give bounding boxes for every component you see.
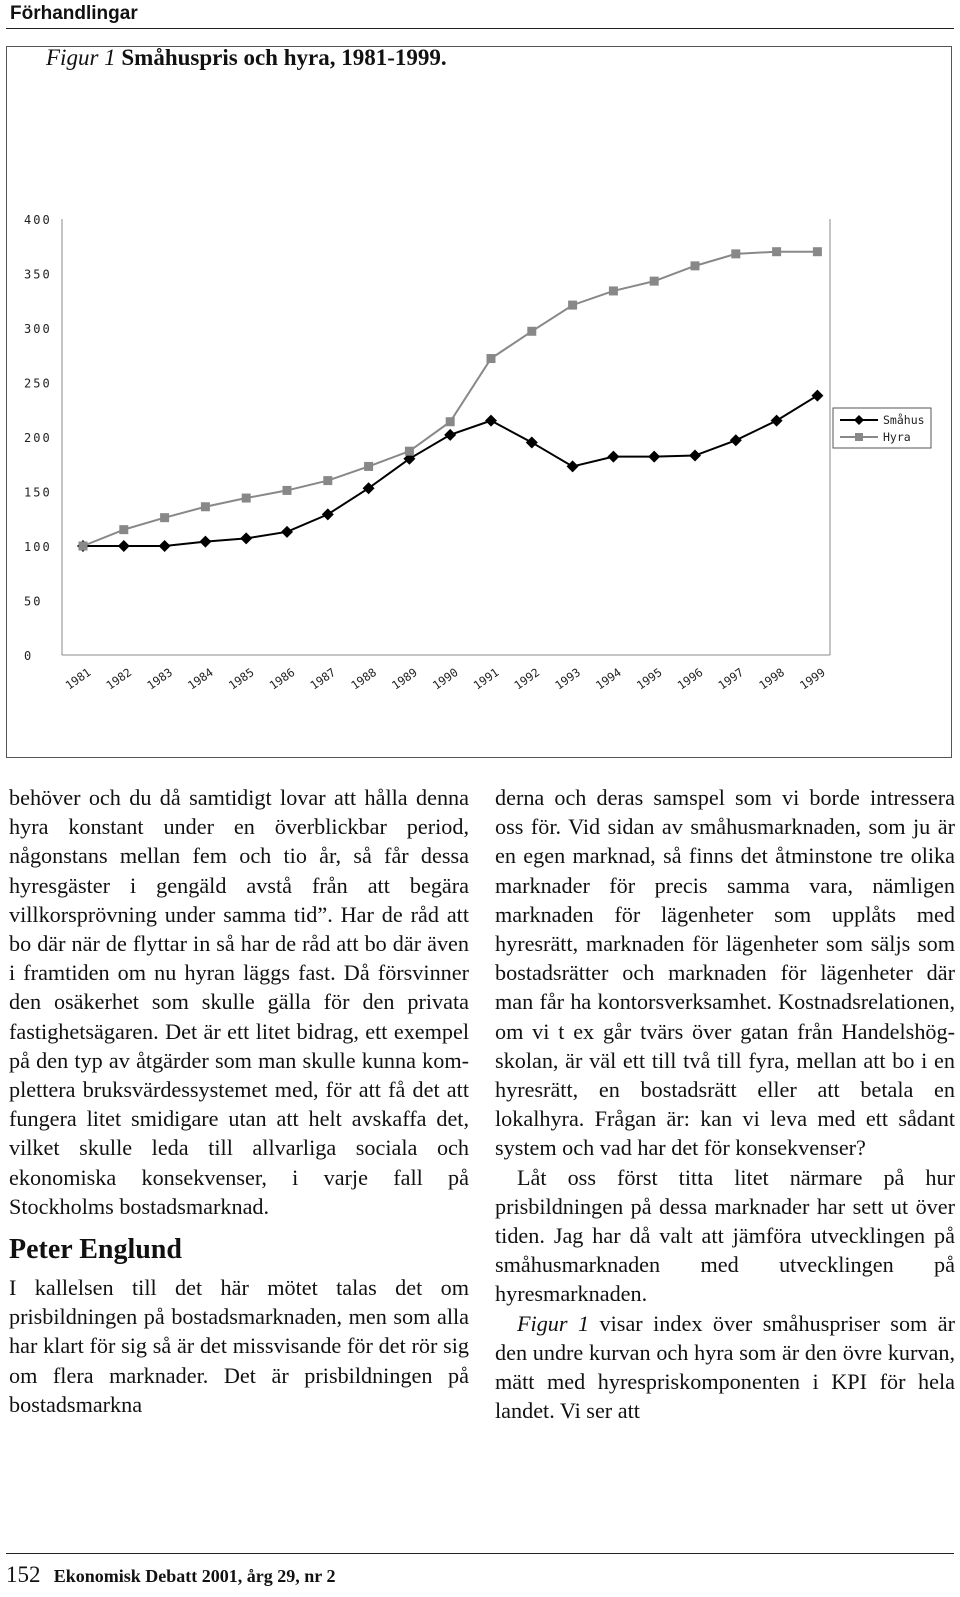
data-point-hyra: [160, 513, 169, 522]
left-column: [9, 783, 469, 1419]
data-point-hyra: [731, 249, 740, 258]
x-tick-label: 1994: [593, 665, 624, 693]
data-point-hyra: [609, 286, 618, 295]
data-point-småhus: [322, 508, 334, 520]
x-tick-label: 1998: [756, 665, 788, 693]
y-tick-label: 150: [24, 485, 52, 500]
data-point-hyra: [119, 525, 128, 534]
data-point-småhus: [281, 526, 293, 538]
data-point-hyra: [283, 486, 292, 495]
paragraph: derna och deras samspel som vi borde intressera oss för. Vid sidan av småhusmarknaden, som ju är en egen marknad, så finns det åtminstone tre olika marknader för precis samma vara, nämligen marknaden för lägenheter som upplåts med hyresrätt, marknaden för lägenheter som säljs som bostadsrätter och marknaden för lägenheter där man får ha kontorsverksamhet. Kostnadsrelationen, om vi t ex går tvärs över gatan från Handelshögskolan, är väl ett till två till fyra, mellan att bo i en hyresrätt, en bostadsrätt eller att betala en lokalhyra. Frågan är: kan vi leva med ett sådant system och vad har det för konsekvenser?: [495, 785, 955, 1161]
data-point-småhus: [648, 451, 660, 463]
data-point-hyra: [813, 247, 822, 256]
section-heading: Peter Englund: [9, 1234, 182, 1266]
figure-label: Figur 1: [46, 45, 116, 70]
x-tick-label: 1986: [266, 665, 298, 693]
x-tick-label: 1993: [552, 665, 584, 693]
x-tick-label: 1991: [470, 665, 502, 693]
y-tick-label: 100: [24, 540, 52, 554]
journal-citation: Ekonomisk Debatt 2001, årg 29, nr 2: [53, 1566, 336, 1586]
data-point-hyra: [691, 261, 700, 270]
x-tick-label: 1999: [797, 665, 828, 693]
section-title: Förhandlingar: [10, 3, 138, 24]
data-point-hyra: [79, 542, 88, 551]
data-point-småhus: [567, 460, 579, 472]
y-tick-label: 350: [24, 267, 52, 282]
x-tick-label: 1983: [144, 665, 176, 693]
paragraph: Låt oss först titta litet närmare på hur prisbildningen på dessa marknader har sett ut över tiden. Jag har då valt att jämföra utvecklingen på småhusmarknaden med utvecklingen på hyresmarknaden.: [495, 1164, 955, 1307]
data-point-hyra: [650, 277, 659, 286]
data-point-småhus: [607, 451, 619, 463]
data-point-småhus: [485, 415, 497, 427]
data-point-hyra: [772, 247, 781, 256]
legend-label: Småhus: [883, 413, 925, 427]
data-point-hyra: [364, 462, 373, 471]
data-point-småhus: [444, 429, 456, 441]
x-tick-label: 1996: [674, 665, 706, 693]
x-tick-label: 1982: [103, 665, 135, 693]
x-tick-label: 1987: [307, 665, 339, 693]
series-line-hyra: [83, 252, 817, 546]
paragraph: I kallelsen till det här mötet talas det om prisbildningen på bostadsmarknaden, men som alla har klart för sig så är det missvisande för det rör sig om flera marknader. Det är prisbildningen på bostadsmarkna: [9, 1275, 469, 1417]
data-point-småhus: [689, 450, 701, 462]
data-point-småhus: [730, 434, 742, 446]
y-tick-label: 0: [24, 649, 34, 663]
x-tick-label: 1992: [511, 665, 543, 693]
data-point-småhus: [771, 415, 783, 427]
figure-title: Småhuspris och hyra, 1981-1999.: [121, 45, 447, 70]
paragraph-text: visar index över småhuspriser som är den undre kurvan och hyra som är den övre kurvan, mätt med hyrespriskomponenten i KPI för hela landet. Vi ser att: [495, 1310, 955, 1424]
y-tick-label: 400: [24, 213, 52, 227]
y-tick-label: 300: [24, 322, 52, 336]
data-point-hyra: [568, 301, 577, 310]
data-point-hyra: [201, 502, 210, 511]
data-point-småhus: [811, 390, 823, 402]
y-tick-label: 250: [24, 376, 52, 391]
data-point-hyra: [323, 476, 332, 485]
data-point-hyra: [242, 494, 251, 503]
x-tick-label: 1997: [715, 665, 747, 693]
page-footer: [6, 1553, 954, 1588]
line-chart: [0, 0, 960, 760]
right-column: [495, 783, 955, 1425]
legend-marker: [855, 433, 863, 441]
data-point-småhus: [118, 540, 130, 552]
data-point-småhus: [159, 540, 171, 552]
paragraph: behöver och du då samtidigt lovar att hålla denna hyra konstant under en överblickbar period, någonstans mellan fem och tio år, så får dessa hyresgäster i gengäld avstå från att begära villkorsprövning under samma tid”. Har de råd att bo där när de flyttar in så har de råd att bo där även i framtiden om nu hyran läggs fast. Då försvinner den osäkerhet som skulle gälla för den privata fastighetsägaren. Det är ett litet bidrag, ett exempel på den typ av åtgärder som man skulle kunna komplettera bruksvärdessystemet med, för att få det att fungera litet smidigare utan att helt avskaffa det, vilket skulle leda till allvarliga sociala och ekonomiska konsekvenser, i varje fall på Stockholms bostadsmarknad.: [9, 785, 469, 1219]
x-tick-label: 1985: [225, 665, 257, 693]
figure-reference: Figur 1: [517, 1310, 590, 1336]
data-point-småhus: [526, 436, 538, 448]
data-point-hyra: [446, 417, 455, 426]
x-tick-label: 1981: [62, 665, 94, 693]
x-tick-label: 1988: [348, 665, 380, 693]
legend-label: Hyra: [883, 430, 911, 444]
x-tick-label: 1989: [389, 665, 420, 693]
data-point-hyra: [487, 354, 496, 363]
data-point-hyra: [405, 447, 414, 456]
x-tick-label: 1995: [633, 665, 665, 693]
page-number: 152: [6, 1562, 41, 1587]
data-point-småhus: [240, 532, 252, 544]
paragraph: [495, 1309, 955, 1426]
data-point-hyra: [527, 327, 536, 336]
y-tick-label: 50: [24, 594, 43, 609]
x-tick-label: 1990: [429, 665, 461, 693]
x-tick-label: 1984: [185, 665, 216, 693]
data-point-småhus: [199, 536, 211, 548]
y-tick-label: 200: [24, 431, 52, 445]
